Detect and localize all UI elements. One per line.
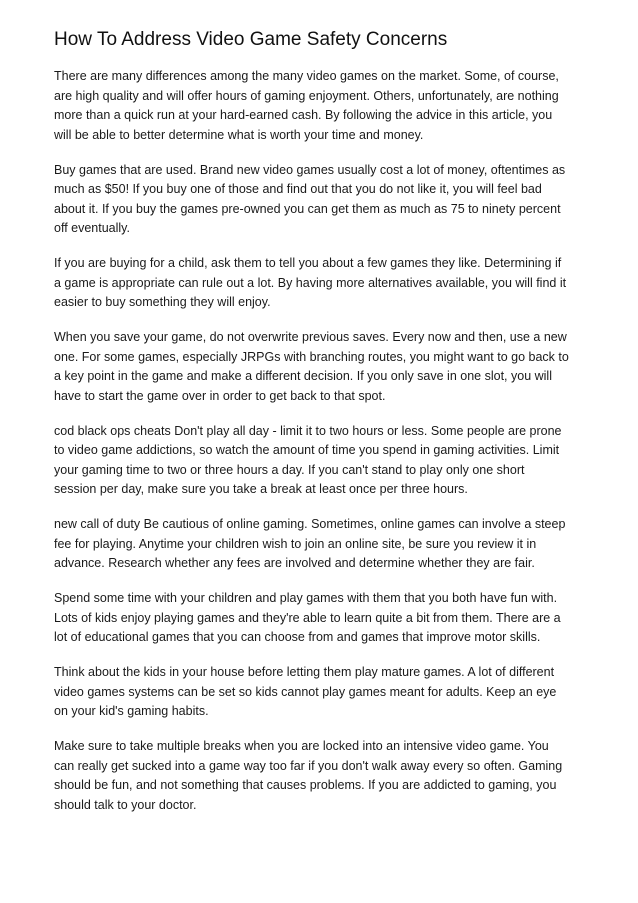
text-line: more than a quick run at your hard-earned cash. By following the advice in this article, you bbox=[54, 108, 553, 122]
text-line: There are many differences among the many video games on the market. Some, of course, bbox=[54, 69, 559, 83]
text-line: your gaming time to two or three hours a day. If you can't stand to play only one short bbox=[54, 462, 525, 477]
paragraph bbox=[54, 254, 594, 313]
paragraph bbox=[54, 589, 594, 648]
text-line: Think about the kids in your house before letting them play mature games. A lot of different bbox=[54, 665, 555, 679]
text-line: much as $50! If you buy one of those and find out that you do not like it, you will feel bad bbox=[54, 182, 542, 196]
text-line: Spend some time with your children and play games with them that you both have fun with. bbox=[54, 591, 558, 605]
text-line: should talk to your doctor. bbox=[54, 797, 197, 812]
text-line: new call of duty Be cautious of online gaming. Sometimes, online games can involve a steep bbox=[54, 517, 566, 531]
text-line: about it. If you buy the games pre-owned you can get them as much as 75 to ninety percent bbox=[54, 201, 561, 216]
paragraph bbox=[54, 328, 594, 406]
text-line: a game is appropriate can rule out a lot. By having more alternatives available, you will find it bbox=[54, 275, 567, 290]
paragraph bbox=[54, 737, 594, 815]
text-line: to video game addictions, so watch the amount of time you spend in gaming activities. Limit bbox=[54, 443, 560, 457]
text-line: advance. Research whether any fees are involved and determine whether they are fair. bbox=[54, 556, 535, 570]
text-line: off eventually. bbox=[54, 221, 130, 235]
text-line: a key point in the game and make a different decision. If you only save in one slot, you will bbox=[54, 369, 552, 383]
text-line: session per day, make sure you take a break at least once per three hours. bbox=[54, 482, 468, 496]
paragraph bbox=[54, 663, 594, 722]
paragraph bbox=[54, 161, 594, 239]
text-line: lot of educational games that you can choose from and games that improve motor skills. bbox=[54, 630, 541, 644]
paragraph bbox=[54, 422, 594, 500]
document-page bbox=[54, 26, 594, 831]
text-line: can really get sucked into a game way too far if you don't walk away every so often. Gaming bbox=[54, 758, 563, 773]
document-body bbox=[54, 67, 594, 815]
document-title: How To Address Video Game Safety Concerns bbox=[54, 29, 448, 50]
text-line: easier to buy something they will enjoy. bbox=[54, 295, 271, 309]
text-line: should be fun, and not something that causes problems. If you are addicted to gaming, you bbox=[54, 778, 557, 792]
text-line: video games systems can be set so kids cannot play games meant for adults. Keep an eye bbox=[54, 684, 557, 699]
text-line: on your kid's gaming habits. bbox=[54, 704, 209, 718]
text-line: If you are buying for a child, ask them to tell you about a few games they like. Determining if bbox=[54, 256, 562, 270]
text-line: Make sure to take multiple breaks when you are locked into an intensive video game. You bbox=[54, 739, 549, 753]
paragraph bbox=[54, 67, 594, 145]
text-line: have to start the game over in order to get back to that spot. bbox=[54, 388, 386, 403]
text-line: When you save your game, do not overwrite previous saves. Every now and then, use a new bbox=[54, 330, 567, 344]
text-line: will be able to better determine what is worth your time and money. bbox=[54, 127, 424, 142]
text-line: fee for playing. Anytime your children wish to join an online site, be sure you review it in bbox=[54, 536, 537, 551]
text-line: are high quality and will offer hours of gaming enjoyment. Others, unfortunately, are nothing bbox=[54, 88, 559, 103]
text-line: Lots of kids enjoy playing games and they're able to learn quite a bit from them. There are a bbox=[54, 610, 561, 625]
text-line: one. For some games, especially JRPGs with branching routes, you might want to go back to bbox=[54, 349, 569, 364]
paragraph bbox=[54, 515, 594, 574]
text-line: cod black ops cheats Don't play all day - limit it to two hours or less. Some people are prone bbox=[54, 423, 562, 438]
text-line: Buy games that are used. Brand new video games usually cost a lot of money, oftentimes as bbox=[54, 162, 566, 177]
